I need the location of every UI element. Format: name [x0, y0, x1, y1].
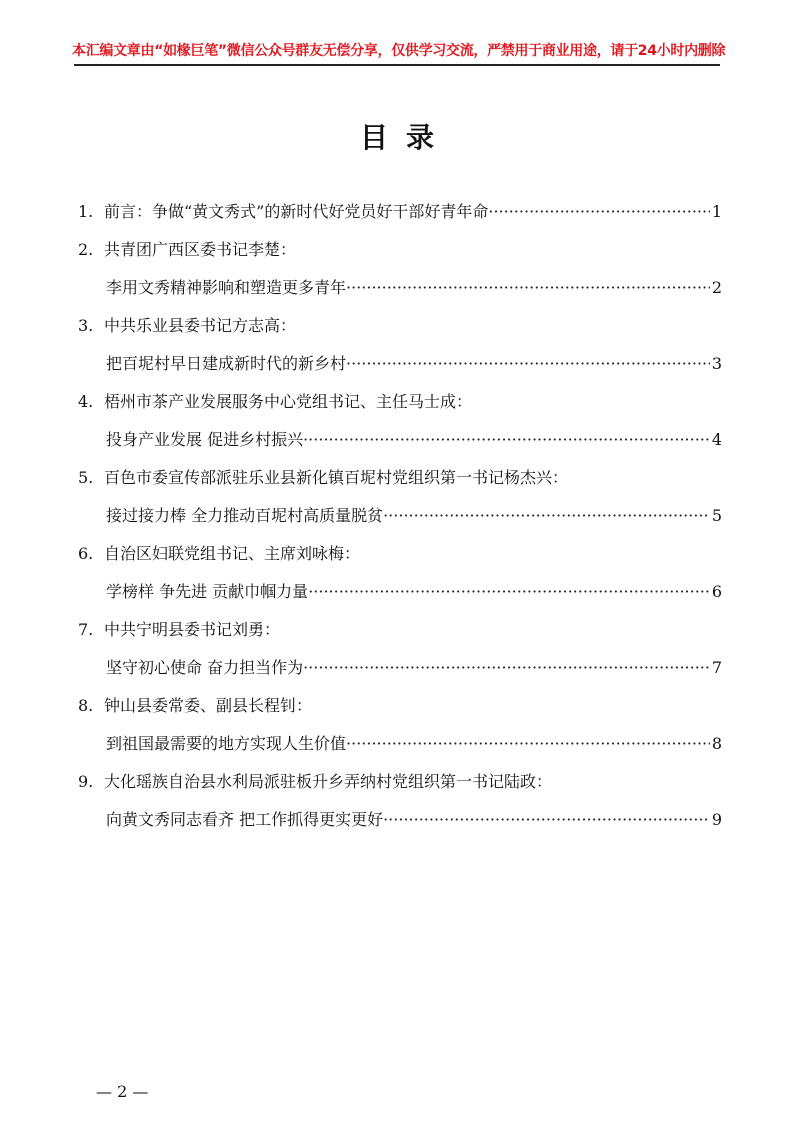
- dot-leader: [308, 576, 710, 608]
- toc-entry-5[interactable]: [78, 462, 722, 538]
- toc-page-number: 6: [711, 582, 722, 601]
- toc-speaker: 中共乐业县委书记方志高：: [104, 316, 297, 335]
- page-number-footer: — 2 —: [96, 1082, 149, 1101]
- toc-line: [78, 272, 722, 310]
- toc-speaker-line: [78, 614, 722, 652]
- toc-number: 2.: [78, 240, 94, 259]
- toc-line: [78, 804, 722, 842]
- toc-speaker-line: [78, 386, 722, 424]
- toc-page-number: 2: [711, 278, 722, 297]
- toc-line: [78, 348, 722, 386]
- dot-leader: [346, 728, 710, 760]
- toc-number: 6.: [78, 544, 94, 563]
- toc-title: 前言：争做“黄文秀式”的新时代好党员好干部好青年命: [104, 202, 489, 221]
- toc-speaker: 自治区妇联党组书记、主席刘咏梅：: [104, 544, 361, 563]
- toc-entry-6[interactable]: [78, 538, 722, 614]
- dot-leader: [383, 804, 710, 836]
- toc-line: [78, 424, 722, 462]
- toc-entry-1[interactable]: [78, 196, 722, 234]
- toc-speaker: 中共宁明县委书记刘勇：: [104, 620, 281, 639]
- page-title: 目录: [359, 121, 452, 154]
- toc-entry-7[interactable]: [78, 614, 722, 690]
- dot-leader: [303, 424, 710, 456]
- toc-number: 7.: [78, 620, 94, 639]
- toc-title: 投身产业发展 促进乡村振兴: [106, 430, 304, 449]
- toc-title: 接过接力棒 全力推动百坭村高质量脱贫: [106, 506, 384, 525]
- toc-speaker-line: [78, 462, 722, 500]
- toc-number: 9.: [78, 772, 94, 791]
- toc-speaker: 大化瑶族自治县水利局派驻板升乡弄纳村党组织第一书记陆政：: [104, 772, 553, 791]
- dot-leader: [383, 500, 710, 532]
- dot-leader: [346, 272, 710, 304]
- toc-entry-4[interactable]: [78, 386, 722, 462]
- toc-speaker-line: [78, 538, 722, 576]
- header-divider: [74, 64, 720, 66]
- toc-entry-9[interactable]: [78, 766, 722, 842]
- toc-entry-8[interactable]: [78, 690, 722, 766]
- toc-page-number: 5: [711, 506, 722, 525]
- toc-title: 李用文秀精神影响和塑造更多青年: [106, 278, 347, 297]
- toc-speaker: 共青团广西区委书记李楚：: [104, 240, 297, 259]
- toc-entry-2[interactable]: [78, 234, 722, 310]
- toc-page-number: 3: [711, 354, 722, 373]
- toc-number: 5.: [78, 468, 94, 487]
- toc-number: 4.: [78, 392, 94, 411]
- toc-line: [78, 652, 722, 690]
- toc-speaker-line: [78, 766, 722, 804]
- toc-line: [78, 576, 722, 614]
- toc-line: [78, 728, 722, 766]
- toc-number: 1.: [78, 202, 94, 221]
- toc-title: 坚守初心使命 奋力担当作为: [106, 658, 304, 677]
- toc-entry-3[interactable]: [78, 310, 722, 386]
- toc-title: 到祖国最需要的地方实现人生价值: [106, 734, 347, 753]
- toc-speaker-line: [78, 310, 722, 348]
- toc-page-number: 9: [711, 810, 722, 829]
- toc-speaker: 梧州市茶产业发展服务中心党组书记、主任马士成：: [104, 392, 473, 411]
- toc-page-number: 1: [711, 202, 722, 221]
- table-of-contents: [78, 196, 722, 842]
- dot-leader: [346, 348, 710, 380]
- toc-speaker: 百色市委宣传部派驻乐业县新化镇百坭村党组织第一书记杨杰兴：: [104, 468, 569, 487]
- toc-title: 学榜样 争先进 贡献巾帼力量: [106, 582, 309, 601]
- dot-leader: [488, 196, 709, 228]
- toc-page-number: 8: [711, 734, 722, 753]
- toc-page-number: 7: [711, 658, 722, 677]
- dot-leader: [303, 652, 710, 684]
- toc-speaker-line: [78, 690, 722, 728]
- toc-page-number: 4: [711, 430, 722, 449]
- toc-line: [78, 196, 722, 234]
- toc-title: 把百坭村早日建成新时代的新乡村: [106, 354, 347, 373]
- toc-number: 3.: [78, 316, 94, 335]
- toc-title: 向黄文秀同志看齐 把工作抓得更实更好: [106, 810, 384, 829]
- copyright-notice: 本汇编文章由“如椽巨笔”微信公众号群友无偿分享，仅供学习交流，严禁用于商业用途，请于24小时内删除: [72, 43, 726, 59]
- toc-speaker: 钟山县委常委、副县长程钊：: [104, 696, 313, 715]
- toc-line: [78, 500, 722, 538]
- toc-speaker-line: [78, 234, 722, 272]
- toc-number: 8.: [78, 696, 94, 715]
